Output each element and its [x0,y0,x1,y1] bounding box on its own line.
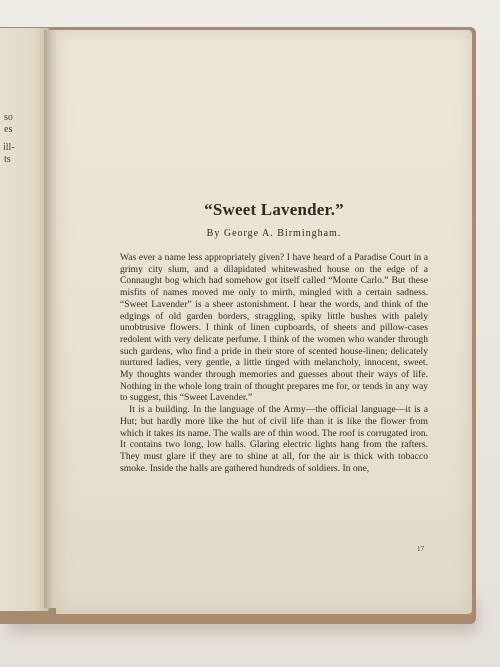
article-paragraph: It is a building. In the language of the Army—the official language—it is a Hut; but hardly more like the hut of civil life than it is like the flower from which it takes its name. The walls are of thin wood. The roof is corrugated iron. It contains two long, low halls. Glaring electric lights hang from the rafters. They must glare if they are to shine at all, for the air is thick with tobacco smoke. Inside the halls are gathered hundreds of soldiers. In one, [120,404,428,474]
article-byline: By George A. Birmingham. [206,228,342,239]
article [120,200,428,474]
left-page-fragment: ill- [3,142,15,153]
article-title: “Sweet Lavender.” [204,200,344,219]
right-page [56,30,472,614]
left-page [0,28,49,611]
left-page-fragment: so [4,112,13,123]
left-page-fragment: ts [4,154,11,165]
page-number: 17 [417,545,424,553]
left-page-fragment: es [4,124,13,135]
article-paragraph: Was ever a name less appropriately given? I have heard of a Paradise Court in a grimy city slum, and a dilapidated whitewashed house on the edge of a Connaught bog which had somehow got itself called “Monte Carlo.” But these misfits of names moved me only to mirth, mingled with a certain sadness. “Sweet Lavender” is a sheer astonishment. I hear the words, and think of the edgings of old garden borders, straggling, spiky little bushes with palely unobtrusive flowers. I think of linen cupboards, of sheets and pillow-cases redolent with very delicate perfume. I think of the women who wander through such gardens, who find a pride in their store of scented house-linen; delicately nurtured ladies, very gentle, a little tinged with melancholy, innocent, sweet. My thoughts wander through memories and guesses about their ways of life. Nothing in the whole long train of thought prepares me for, or tends in any way to suggest, this “Sweet Lavender.” [120,252,428,404]
